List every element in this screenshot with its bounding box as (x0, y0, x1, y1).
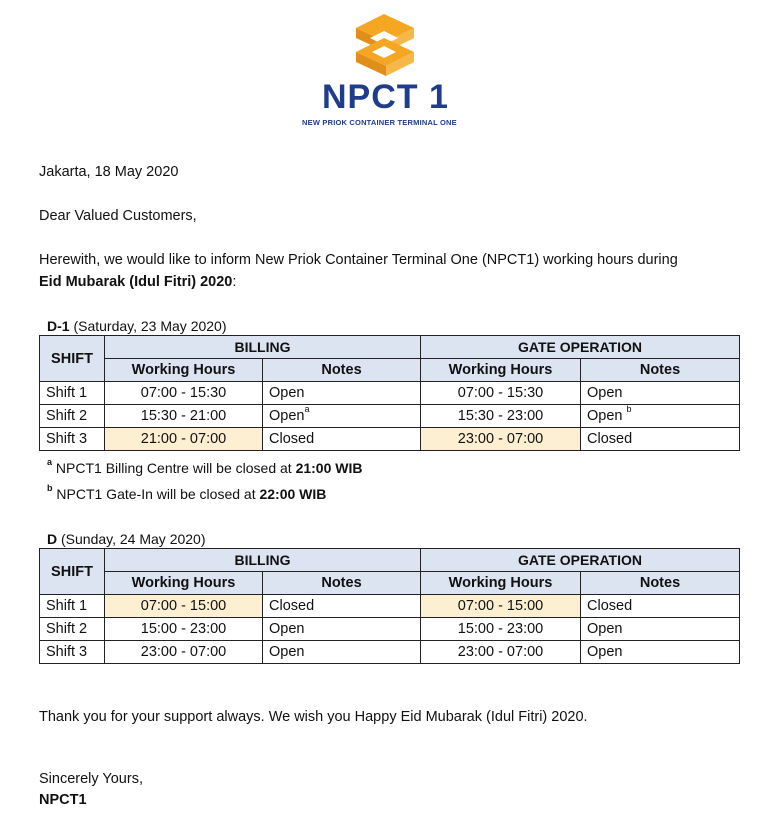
brand-name: NPCT 1 (322, 78, 449, 116)
npct1-logo (300, 8, 470, 127)
signoff: Sincerely Yours, (39, 771, 143, 787)
billing-notes-header: Notes (263, 359, 421, 382)
gate-hours-header: Working Hours (421, 359, 581, 382)
footnote-mark-a: a (304, 404, 310, 415)
schedule2-label: D (Sunday, 24 May 2020) (47, 531, 206, 547)
billing-header: BILLING (105, 336, 421, 359)
table-row: Shift 3 21:00 - 07:00 Closed 23:00 - 07:00 Closed (40, 428, 740, 451)
footnote-mark-b: b (626, 404, 632, 415)
billing-notes-header: Notes (263, 572, 421, 595)
salutation: Dear Valued Customers, (39, 208, 197, 224)
closing-text: Thank you for your support always. We wish you Happy Eid Mubarak (Idul Fitri) 2020. (39, 709, 588, 725)
footnote-b: $^b$ NPCT1 Gate-In will be closed at 22:00 WIB (47, 483, 327, 502)
intro-continued: Eid Mubarak (Idul Fitri) 2020: (39, 274, 237, 290)
gate-notes-header: Notes (581, 572, 740, 595)
table-row: Shift 2 15:00 - 23:00 Open 15:00 - 23:00 Open (40, 618, 740, 641)
shift-header: SHIFT (40, 336, 105, 382)
gate-header: GATE OPERATION (421, 549, 740, 572)
highlighted-cell: 23:00 - 07:00 (421, 428, 581, 451)
schedule2-table (39, 548, 740, 664)
footnote-a: $^a$ NPCT1 Billing Centre will be closed at 21:00 WIB (47, 457, 363, 476)
highlighted-cell: 07:00 - 15:00 (421, 595, 581, 618)
signature: NPCT1 (39, 792, 87, 808)
npct1-cube-logo-icon (348, 8, 422, 80)
intro-text: Herewith, we would like to inform New Priok Container Terminal One (NPCT1) working hours during (39, 252, 678, 268)
gate-header: GATE OPERATION (421, 336, 740, 359)
date-line: Jakarta, 18 May 2020 (39, 164, 179, 180)
brand-tagline: NEW PRIOK CONTAINER TERMINAL ONE (302, 118, 457, 127)
highlighted-cell: 21:00 - 07:00 (105, 428, 263, 451)
schedule1-label: D-1 (Saturday, 23 May 2020) (47, 318, 227, 334)
highlighted-cell: 07:00 - 15:00 (105, 595, 263, 618)
table-row: Shift 2 15:30 - 21:00 Open$^a$ 15:30 - 23:00 Open $^b$ (40, 405, 740, 428)
table-row: Shift 1 07:00 - 15:00 Closed 07:00 - 15:00 Closed (40, 595, 740, 618)
shift-header: SHIFT (40, 549, 105, 595)
billing-header: BILLING (105, 549, 421, 572)
billing-hours-header: Working Hours (105, 572, 263, 595)
table-row: Shift 1 07:00 - 15:30 Open 07:00 - 15:30 Open (40, 382, 740, 405)
gate-notes-header: Notes (581, 359, 740, 382)
table-row: Shift 3 23:00 - 07:00 Open 23:00 - 07:00 Open (40, 641, 740, 664)
billing-hours-header: Working Hours (105, 359, 263, 382)
event-name: Eid Mubarak (Idul Fitri) 2020 (39, 274, 233, 290)
gate-hours-header: Working Hours (421, 572, 581, 595)
schedule1-table (39, 335, 740, 451)
